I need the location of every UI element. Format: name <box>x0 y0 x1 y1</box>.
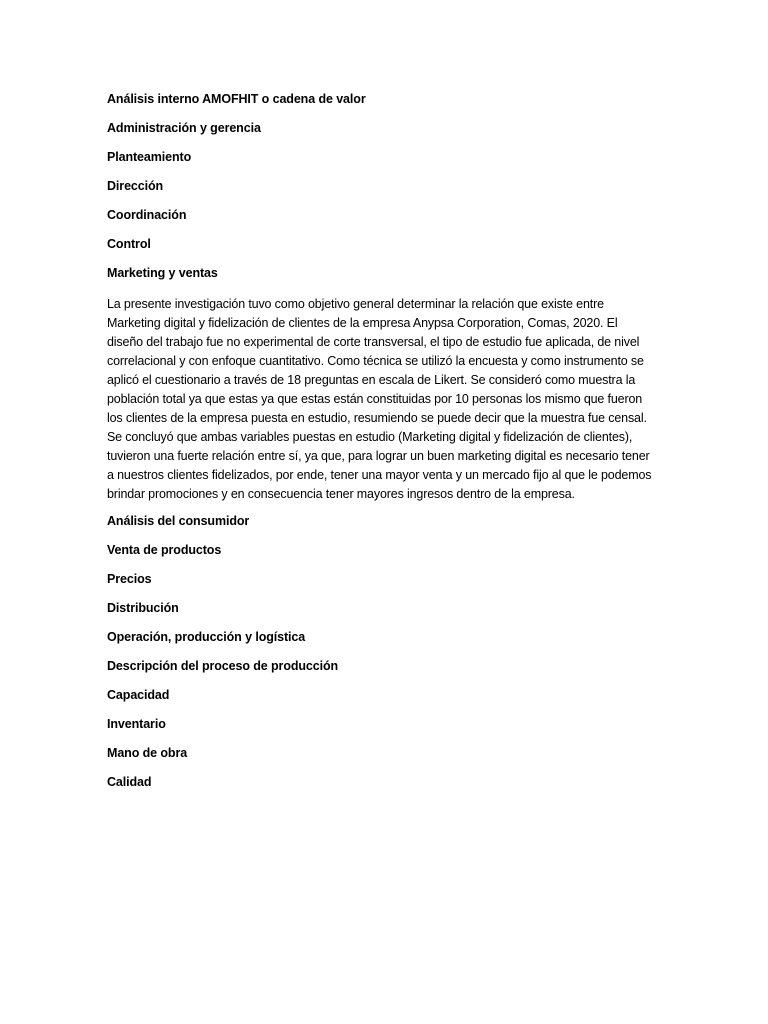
heading-calidad: Calidad <box>107 775 152 789</box>
heading-analisis-consumidor: Análisis del consumidor <box>107 514 250 528</box>
heading-control: Control <box>107 237 151 251</box>
heading-coordinacion: Coordinación <box>107 208 187 222</box>
heading-direccion: Dirección <box>107 179 164 193</box>
heading-proceso-produccion: Descripción del proceso de producción <box>107 659 339 673</box>
body-paragraph: La presente investigación tuvo como objetivo general determinar la relación que existe entre Marketing digital y fidelización de clientes de la empresa Anypsa Corporation, Comas, 2020. El diseño del trabajo fue no experimental de corte transversal, el tipo de estudio fue aplicada, de nivel correlacional y con enfoque cuantitativo. Como técnica se utilizó la encuesta y como instrumento se aplicó el cuestionario a través de 18 preguntas en escala de Likert. Se consideró como muestra la población total ya que estas ya que estas están constituidas por 10 personas los mismo que fueron los clientes de la empresa puesta en estudio, resumiendo se puede decir que la muestra fue censal. Se concluyó que ambas variables puestas en estudio (Marketing digital y fidelización de clientes), tuvieron una fuerte relación entre sí, ya que, para lograr un buen marketing digital es necesario tener a nuestros clientes fidelizados, por ende, tener una mayor venta y un mercado fijo al que le podemos brindar promociones y en consecuencia tener mayores ingresos dentro de la empresa. <box>107 297 652 501</box>
heading-distribucion: Distribución <box>107 601 179 615</box>
heading-precios: Precios <box>107 572 152 586</box>
heading-capacidad: Capacidad <box>107 688 170 702</box>
heading-planteamiento: Planteamiento <box>107 150 192 164</box>
heading-inventario: Inventario <box>107 717 166 731</box>
heading-venta-productos: Venta de productos <box>107 543 222 557</box>
heading-administracion: Administración y gerencia <box>107 121 261 135</box>
heading-amofhit: Análisis interno AMOFHIT o cadena de valor <box>107 92 366 106</box>
heading-operacion: Operación, producción y logística <box>107 630 306 644</box>
heading-mano-obra: Mano de obra <box>107 746 188 760</box>
heading-marketing-ventas: Marketing y ventas <box>107 266 218 280</box>
document-page <box>107 92 652 804</box>
